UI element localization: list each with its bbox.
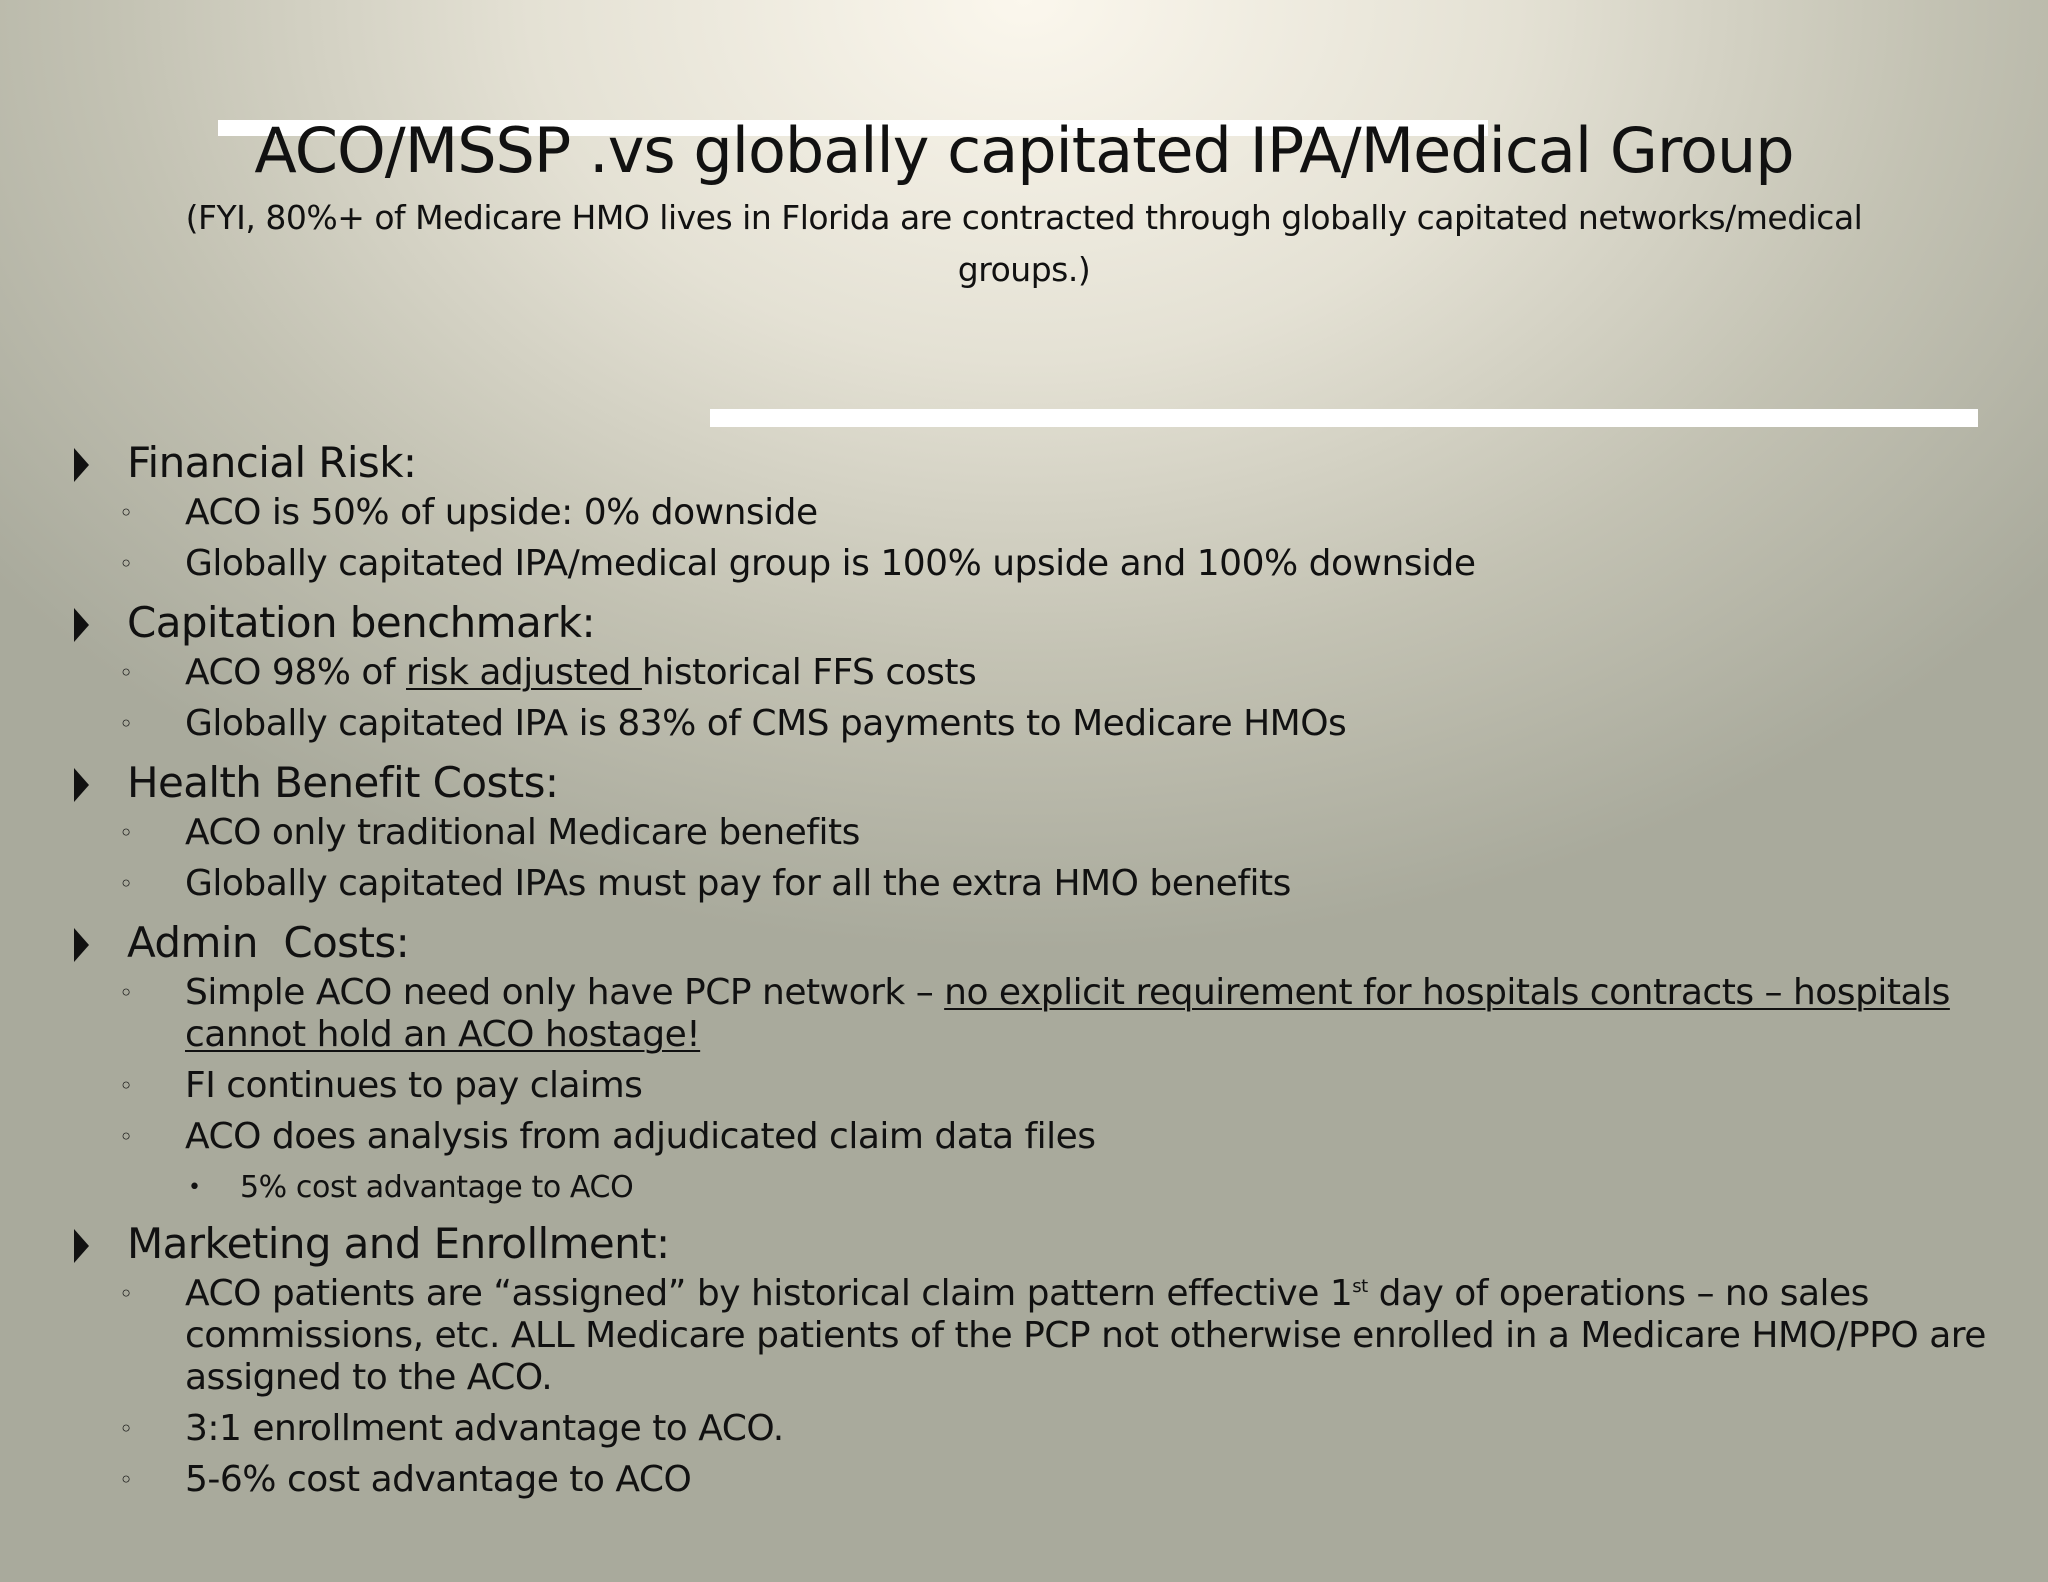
heading-text: Health Benefit Costs: [127, 758, 559, 807]
list-item [0, 703, 2048, 745]
list-item-text: day of operations – no sales commissions, etc. ALL Medicare patients of the PCP not otherwise enrolled in a Medicare HMO/PPO are assigned to the ACO. [185, 1273, 1986, 1398]
list-item-text: historical FFS costs [641, 652, 977, 693]
underlined-text: risk adjusted [406, 652, 642, 693]
list-item [0, 1408, 2048, 1450]
slide-body [0, 434, 2048, 1510]
list-item-text: Globally capitated IPA/medical group is 100% upside and 100% downside [185, 543, 1476, 584]
list-item-text: ACO only traditional Medicare benefits [185, 812, 860, 853]
slide-subtitle: (FYI, 80%+ of Medicare HMO lives in Florida are contracted through globally capitated networks/medical groups.) [185, 198, 1863, 289]
circle-bullet-icon: ◦ [119, 710, 133, 738]
section-heading [0, 434, 2048, 492]
list-item-text: ACO is 50% of upside: 0% downside [185, 492, 818, 533]
section-financial-risk [0, 434, 2048, 585]
sub-list-item [0, 1167, 2048, 1209]
section-heading [0, 1215, 2048, 1273]
list-item-text: ACO does analysis from adjudicated claim data files [185, 1116, 1096, 1157]
list-item-text: 5-6% cost advantage to ACO [185, 1459, 692, 1500]
circle-bullet-icon: ◦ [119, 499, 133, 527]
circle-bullet-icon: ◦ [119, 979, 133, 1007]
superscript: st [1352, 1276, 1368, 1297]
decorative-bar-middle [710, 409, 1978, 427]
triangle-bullet-icon [74, 608, 89, 642]
list-item [0, 652, 2048, 694]
section-heading [0, 754, 2048, 812]
section-admin-costs [0, 914, 2048, 1209]
sub-list-item-text: 5% cost advantage to ACO [240, 1170, 634, 1205]
triangle-bullet-icon [74, 1229, 89, 1263]
list-item [0, 812, 2048, 854]
circle-bullet-icon: ◦ [119, 1123, 133, 1151]
list-item [0, 972, 2048, 1056]
heading-text: Capitation benchmark: [127, 598, 596, 647]
dot-bullet-icon: • [188, 1175, 201, 1200]
section-marketing-enrollment [0, 1215, 2048, 1501]
list-item-text: Simple ACO need only have PCP network – [185, 972, 945, 1013]
heading-text: Marketing and Enrollment: [127, 1219, 670, 1268]
circle-bullet-icon: ◦ [119, 1466, 133, 1494]
slide-title: ACO/MSSP .vs globally capitated IPA/Medical Group [254, 114, 1794, 187]
circle-bullet-icon: ◦ [119, 659, 133, 687]
circle-bullet-icon: ◦ [119, 1415, 133, 1443]
section-capitation-benchmark [0, 594, 2048, 745]
list-item-text: Globally capitated IPA is 83% of CMS payments to Medicare HMOs [185, 703, 1347, 744]
list-item-text: ACO patients are “assigned” by historical claim pattern effective 1 [185, 1273, 1353, 1314]
list-item [0, 492, 2048, 534]
circle-bullet-icon: ◦ [119, 870, 133, 898]
heading-text: Financial Risk: [127, 438, 417, 487]
triangle-bullet-icon [74, 928, 89, 962]
circle-bullet-icon: ◦ [119, 819, 133, 847]
section-health-benefit-costs [0, 754, 2048, 905]
list-item-text: FI continues to pay claims [185, 1065, 643, 1106]
circle-bullet-icon: ◦ [119, 550, 133, 578]
list-item-text: 3:1 enrollment advantage to ACO. [185, 1408, 784, 1449]
triangle-bullet-icon [74, 768, 89, 802]
underlined-text: no explicit requirement for hospitals contracts – hospitals cannot hold an ACO hostage! [185, 972, 1950, 1055]
list-item [0, 543, 2048, 585]
triangle-bullet-icon [74, 448, 89, 482]
heading-text: Admin Costs: [127, 918, 410, 967]
list-item [0, 1065, 2048, 1107]
list-item [0, 863, 2048, 905]
list-item-text: Globally capitated IPAs must pay for all the extra HMO benefits [185, 863, 1291, 904]
list-item [0, 1116, 2048, 1158]
section-heading [0, 594, 2048, 652]
section-heading [0, 914, 2048, 972]
list-item [0, 1459, 2048, 1501]
circle-bullet-icon: ◦ [119, 1072, 133, 1100]
list-item-text: ACO 98% of [185, 652, 407, 693]
list-item [0, 1273, 2048, 1399]
circle-bullet-icon: ◦ [119, 1280, 133, 1308]
